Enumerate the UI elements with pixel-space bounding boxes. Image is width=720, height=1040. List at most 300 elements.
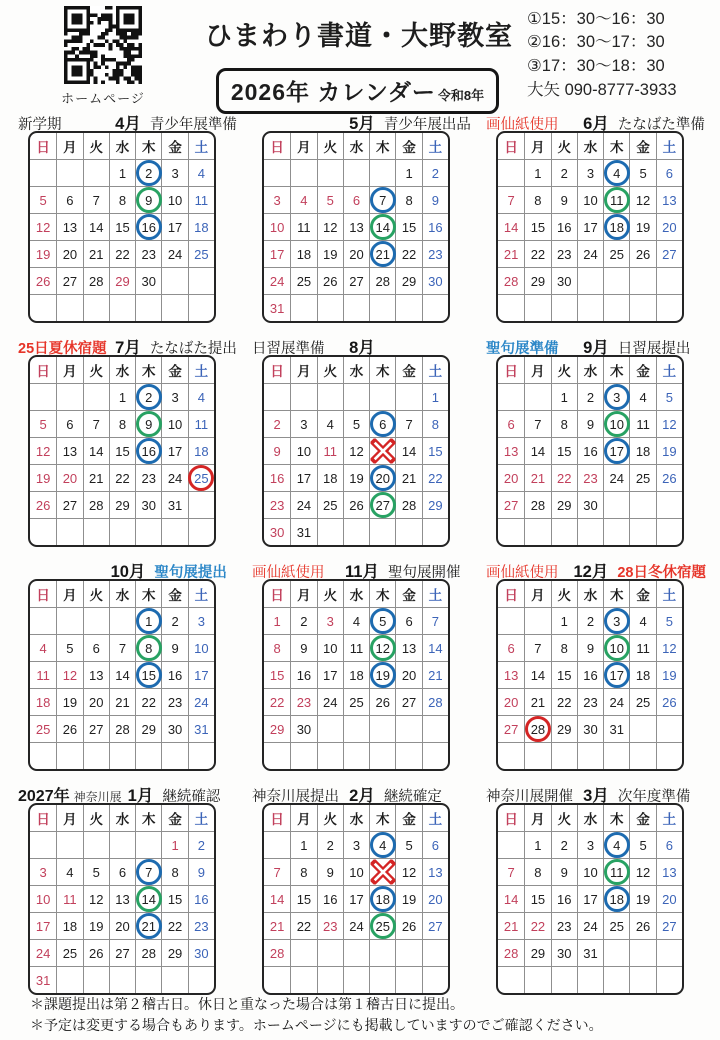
title-block [205, 14, 513, 114]
day-number: 27 [503, 497, 519, 513]
day-cell [551, 464, 577, 491]
day-cell [83, 186, 109, 213]
weekday-header: 金 [395, 581, 421, 607]
day-cell [83, 159, 109, 186]
day-cell [498, 966, 524, 993]
day-cell [343, 634, 369, 661]
day-number: 8 [300, 864, 308, 880]
day-cell [343, 383, 369, 410]
day-number: 9 [586, 640, 595, 656]
day-number: 6 [379, 416, 387, 432]
day-cell [290, 294, 316, 321]
day-number: 19 [88, 918, 104, 934]
day-number: 7 [534, 640, 542, 656]
day-number: 18 [609, 219, 625, 235]
day-number: 14 [141, 891, 157, 907]
day-number: 6 [665, 165, 673, 181]
day-cell [629, 159, 655, 186]
day-number: 2 [431, 165, 439, 181]
day-cell [656, 159, 682, 186]
month-annotation: 新学期 [18, 117, 62, 133]
day-cell [188, 240, 214, 267]
month-annotation: 画仙紙使用 [486, 117, 559, 133]
month-title [486, 334, 706, 355]
day-cell [135, 885, 161, 912]
month-day-grid [262, 579, 450, 771]
day-number: 29 [141, 721, 157, 737]
circle-blue-mark [136, 438, 162, 464]
day-number: 13 [503, 667, 519, 683]
day-number: 2 [197, 837, 205, 853]
day-cell [422, 267, 448, 294]
day-cell [317, 966, 343, 993]
weekday-header: 月 [56, 581, 82, 607]
day-cell [551, 213, 577, 240]
day-cell [524, 688, 550, 715]
month-title [486, 782, 706, 803]
month-day-grid [262, 355, 450, 547]
day-cell [551, 410, 577, 437]
day-cell [498, 858, 524, 885]
day-cell [395, 464, 421, 491]
weekday-header: 火 [83, 357, 109, 383]
day-cell [551, 240, 577, 267]
day-cell [135, 607, 161, 634]
day-number: 31 [35, 972, 51, 988]
day-number: 17 [194, 667, 209, 683]
day-number: 30 [428, 273, 443, 289]
day-cell [83, 831, 109, 858]
day-cell [188, 607, 214, 634]
day-number: 13 [375, 443, 391, 459]
day-number: 10 [35, 891, 51, 907]
day-cell [498, 464, 524, 491]
day-number: 5 [352, 416, 361, 432]
day-cell [135, 661, 161, 688]
day-cell [629, 491, 655, 518]
day-cell [135, 267, 161, 294]
day-number: 9 [300, 640, 308, 656]
month-annotation: 継続確定 [383, 789, 442, 805]
day-cell [498, 410, 524, 437]
day-cell [422, 159, 448, 186]
day-cell [30, 688, 56, 715]
day-cell [83, 715, 109, 742]
day-number: 10 [583, 864, 598, 880]
day-cell [188, 491, 214, 518]
contact-phone: 大矢 090-8777-3933 [527, 81, 677, 100]
day-number: 22 [556, 470, 572, 486]
day-number: 28 [88, 497, 104, 513]
day-cell [603, 831, 629, 858]
day-cell [603, 858, 629, 885]
day-cell [577, 966, 603, 993]
day-cell [422, 885, 448, 912]
day-number: 9 [586, 416, 595, 432]
day-number: 15 [401, 219, 417, 235]
day-number: 16 [428, 219, 443, 235]
day-cell [188, 742, 214, 769]
day-cell [30, 464, 56, 491]
day-number: 23 [322, 918, 338, 934]
day-number: 24 [609, 470, 625, 486]
day-number: 17 [269, 246, 285, 262]
day-number: 1 [145, 613, 153, 629]
day-number: 26 [35, 497, 51, 513]
day-cell [264, 491, 290, 518]
day-number: 10 [349, 864, 364, 880]
day-number: 22 [530, 918, 546, 934]
day-number: 3 [586, 165, 595, 181]
day-cell [498, 939, 524, 966]
circle-blue-mark [370, 241, 396, 267]
day-cell [577, 885, 603, 912]
weekday-header: 日 [36, 364, 50, 379]
day-number: 7 [92, 416, 100, 432]
day-number: 22 [401, 246, 417, 262]
day-cell [577, 491, 603, 518]
day-cell [264, 742, 290, 769]
day-cell [369, 294, 395, 321]
day-cell [135, 410, 161, 437]
day-cell [524, 437, 550, 464]
day-cell [161, 607, 187, 634]
day-number: 1 [534, 837, 542, 853]
weekday-header: 火 [317, 357, 343, 383]
day-cell [56, 939, 82, 966]
day-cell [83, 885, 109, 912]
day-number: 11 [323, 443, 337, 459]
day-cell [656, 294, 682, 321]
day-cell [603, 912, 629, 939]
circle-red-mark [188, 465, 214, 491]
weekday-header: 水 [109, 805, 135, 831]
day-number: 25 [349, 694, 364, 710]
footer-notes [30, 994, 603, 1037]
day-cell [264, 240, 290, 267]
day-cell [656, 607, 682, 634]
day-number: 16 [583, 667, 598, 683]
day-cell [656, 634, 682, 661]
day-number: 4 [197, 165, 205, 181]
weekday-header: 火 [551, 805, 577, 831]
day-number: 30 [141, 497, 157, 513]
day-number: 28 [401, 497, 417, 513]
day-number: 16 [583, 443, 598, 459]
day-number: 18 [322, 470, 338, 486]
day-cell [369, 464, 395, 491]
day-number: 4 [613, 165, 621, 181]
day-cell [83, 213, 109, 240]
day-number: 8 [431, 416, 439, 432]
month-label: 10月 [110, 563, 146, 581]
weekday-header: 月 [524, 805, 550, 831]
day-number: 5 [66, 640, 74, 656]
weekday-header: 土 [188, 357, 214, 383]
day-number: 10 [609, 640, 625, 656]
day-number: 25 [296, 273, 312, 289]
day-cell [135, 159, 161, 186]
day-cell [188, 661, 214, 688]
day-number: 21 [269, 918, 285, 934]
day-cell [577, 607, 603, 634]
day-cell [290, 912, 316, 939]
day-number: 17 [349, 891, 364, 907]
day-cell [629, 410, 655, 437]
day-cell [188, 464, 214, 491]
day-cell [551, 912, 577, 939]
month-annotation: 日習展提出 [617, 341, 691, 357]
day-cell [577, 742, 603, 769]
day-number: 21 [428, 667, 443, 683]
day-cell [83, 240, 109, 267]
day-number: 13 [62, 443, 78, 459]
day-number: 18 [635, 443, 651, 459]
day-cell [422, 186, 448, 213]
day-cell [317, 912, 343, 939]
day-cell [56, 213, 82, 240]
day-number: 15 [530, 891, 546, 907]
day-cell [109, 634, 135, 661]
day-cell [524, 912, 550, 939]
day-cell [577, 383, 603, 410]
day-cell [369, 607, 395, 634]
day-number: 16 [141, 443, 157, 459]
day-cell [524, 885, 550, 912]
day-number: 15 [141, 667, 157, 683]
day-number: 14 [401, 443, 417, 459]
day-cell [264, 213, 290, 240]
day-cell [290, 383, 316, 410]
day-cell [577, 912, 603, 939]
day-number: 21 [115, 694, 130, 710]
day-cell [629, 912, 655, 939]
day-number: 14 [375, 219, 391, 235]
day-number: 29 [167, 945, 183, 961]
day-cell [551, 294, 577, 321]
day-cell [56, 240, 82, 267]
day-cell [629, 966, 655, 993]
day-number: 16 [296, 667, 312, 683]
day-number: 26 [62, 721, 78, 737]
day-cell [56, 410, 82, 437]
day-cell [577, 688, 603, 715]
circle-blue-mark [370, 187, 396, 213]
day-cell [498, 715, 524, 742]
day-cell [109, 159, 135, 186]
day-cell [290, 213, 316, 240]
day-number: 18 [35, 694, 51, 710]
day-number: 22 [556, 694, 572, 710]
day-cell [317, 410, 343, 437]
day-cell [629, 240, 655, 267]
day-cell [135, 437, 161, 464]
day-cell [656, 885, 682, 912]
day-cell [603, 186, 629, 213]
day-cell [343, 410, 369, 437]
day-cell [30, 491, 56, 518]
day-number: 20 [62, 246, 78, 262]
weekday-header: 水 [109, 133, 135, 159]
day-number: 5 [92, 864, 100, 880]
day-cell [317, 159, 343, 186]
day-cell [161, 912, 187, 939]
day-cell [135, 912, 161, 939]
day-cell [30, 294, 56, 321]
day-cell [317, 939, 343, 966]
day-cell [551, 858, 577, 885]
day-cell [524, 491, 550, 518]
day-cell [551, 607, 577, 634]
day-cell [498, 267, 524, 294]
day-cell [83, 966, 109, 993]
day-cell [395, 437, 421, 464]
day-number: 16 [194, 891, 209, 907]
day-cell [83, 410, 109, 437]
day-cell [395, 607, 421, 634]
day-number: 7 [431, 613, 439, 629]
day-cell [290, 885, 316, 912]
day-cell [135, 634, 161, 661]
circle-red-mark [525, 716, 551, 742]
weekday-header: 金 [629, 581, 655, 607]
day-cell [422, 939, 448, 966]
day-cell [551, 742, 577, 769]
day-number: 25 [635, 694, 651, 710]
day-number: 5 [665, 389, 673, 405]
day-cell [577, 518, 603, 545]
day-cell [603, 634, 629, 661]
day-number: 20 [503, 470, 519, 486]
day-number: 24 [583, 918, 598, 934]
day-cell [524, 715, 550, 742]
day-cell [343, 267, 369, 294]
circle-blue-mark [136, 913, 162, 939]
day-number: 13 [401, 640, 417, 656]
day-cell [629, 267, 655, 294]
day-cell [83, 518, 109, 545]
day-cell [498, 383, 524, 410]
day-number: 25 [609, 246, 625, 262]
day-cell [395, 688, 421, 715]
weekday-header: 日 [36, 588, 50, 603]
day-number: 12 [322, 219, 338, 235]
weekday-header: 木 [369, 357, 395, 383]
day-number: 2 [586, 613, 595, 629]
day-number: 14 [503, 891, 519, 907]
day-cell [343, 715, 369, 742]
day-cell [551, 383, 577, 410]
day-number: 7 [92, 192, 100, 208]
circle-green-mark [370, 492, 396, 518]
day-number: 3 [613, 389, 621, 405]
day-cell [56, 966, 82, 993]
day-number: 26 [635, 246, 651, 262]
day-cell [188, 294, 214, 321]
day-cell [343, 885, 369, 912]
day-cell [317, 186, 343, 213]
day-cell [369, 159, 395, 186]
day-number: 13 [88, 667, 104, 683]
day-number: 24 [609, 694, 625, 710]
weekday-header: 月 [56, 805, 82, 831]
day-cell [317, 885, 343, 912]
day-cell [56, 742, 82, 769]
weekday-header: 火 [551, 133, 577, 159]
day-cell [498, 912, 524, 939]
circle-blue-mark [370, 608, 396, 634]
day-cell [603, 518, 629, 545]
day-number: 23 [556, 918, 572, 934]
month-day-grid [28, 579, 216, 771]
day-number: 11 [297, 219, 311, 235]
day-number: 12 [88, 891, 104, 907]
day-cell [264, 634, 290, 661]
month-annotation: 次年度準備 [617, 789, 691, 805]
day-number: 30 [141, 273, 157, 289]
day-number: 9 [145, 192, 153, 208]
month-annotation: たなばた提出 [149, 341, 237, 357]
day-cell [369, 966, 395, 993]
page-title: ひまわり書道・大野教室 [205, 21, 513, 51]
month-annotation: 日習展準備 [252, 341, 325, 357]
day-number: 13 [503, 443, 519, 459]
day-cell [577, 186, 603, 213]
weekday-header: 木 [369, 581, 395, 607]
era-label: 令和8年 [437, 88, 485, 103]
day-cell [161, 885, 187, 912]
day-cell [656, 186, 682, 213]
circle-green-mark [604, 859, 630, 885]
day-cell [264, 831, 290, 858]
day-cell [369, 437, 395, 464]
month-annotation: 聖句展準備 [486, 341, 559, 357]
day-cell [422, 437, 448, 464]
circle-green-mark [604, 187, 630, 213]
day-number: 29 [428, 497, 443, 513]
day-cell [30, 661, 56, 688]
day-cell [83, 742, 109, 769]
day-cell [343, 213, 369, 240]
weekday-header: 火 [551, 357, 577, 383]
day-cell [109, 240, 135, 267]
day-number: 7 [534, 416, 542, 432]
day-cell [524, 742, 550, 769]
day-number: 5 [639, 165, 647, 181]
day-cell [603, 939, 629, 966]
month-2027-02 [252, 782, 472, 995]
day-number: 6 [507, 416, 515, 432]
weekday-header: 火 [317, 133, 343, 159]
day-number: 5 [326, 192, 334, 208]
day-cell [422, 966, 448, 993]
day-number: 7 [507, 864, 515, 880]
day-cell [343, 159, 369, 186]
day-number: 6 [66, 416, 74, 432]
day-cell [161, 939, 187, 966]
day-cell [524, 159, 550, 186]
day-cell [551, 661, 577, 688]
day-number: 29 [401, 273, 417, 289]
day-cell [524, 294, 550, 321]
month-annotation: 25日夏休宿題 [18, 341, 107, 357]
weekday-header: 金 [629, 133, 655, 159]
weekday-header: 日 [504, 588, 518, 603]
day-cell [343, 742, 369, 769]
day-cell [656, 966, 682, 993]
day-cell [109, 267, 135, 294]
day-number: 9 [273, 443, 281, 459]
